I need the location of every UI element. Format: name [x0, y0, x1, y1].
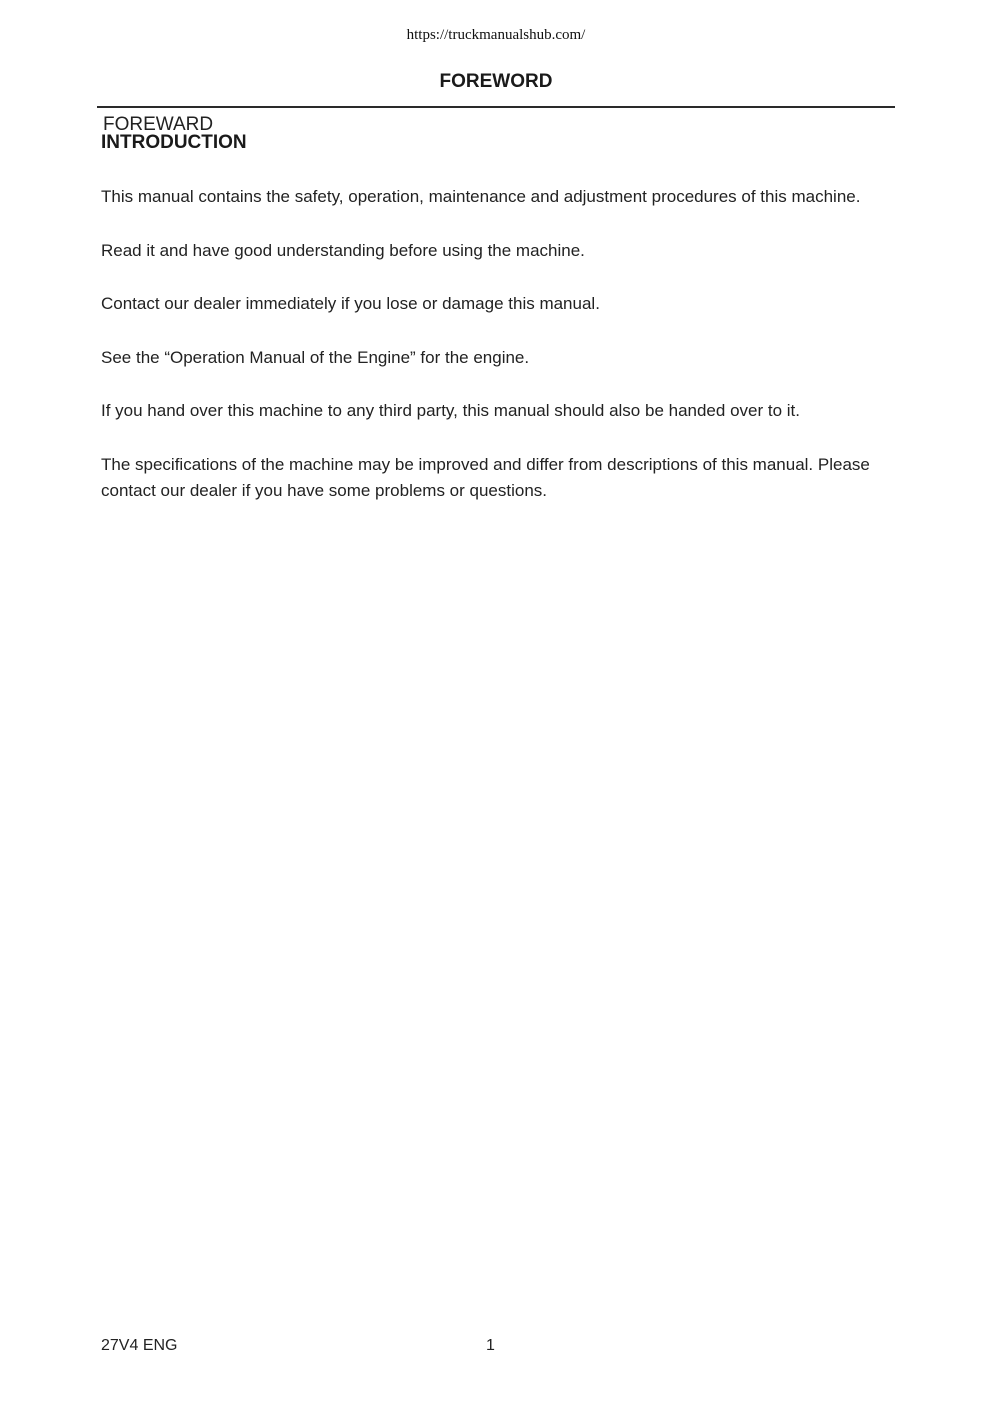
page-number: 1 [486, 1337, 495, 1354]
paragraph-specifications: The specifications of the machine may be improved and differ from descriptions of this manual. Please contact our dealer if you have some problems or questions. [101, 454, 870, 500]
paragraph-third-party: If you hand over this machine to any third party, this manual should also be handed over to it. [101, 401, 800, 420]
paragraph-engine-manual: See the “Operation Manual of the Engine” for the engine. [101, 347, 530, 367]
body-text [101, 184, 891, 532]
sub-label: FOREWARD [103, 114, 214, 135]
source-url: https://truckmanualshub.com/ [406, 27, 586, 43]
page-heading: INTRODUCTION [101, 132, 247, 153]
document-code: 27V4 ENG [101, 1337, 178, 1354]
paragraph-manual-contents: This manual contains the safety, operation, maintenance and adjustment procedures of this machine. [101, 187, 861, 206]
section-title: FOREWORD [439, 71, 553, 92]
header-divider [97, 106, 895, 108]
paragraph-contact-dealer: Contact our dealer immediately if you lose or damage this manual. [101, 294, 600, 313]
paragraph-read-before-use: Read it and have good understanding before using the machine. [101, 240, 585, 260]
